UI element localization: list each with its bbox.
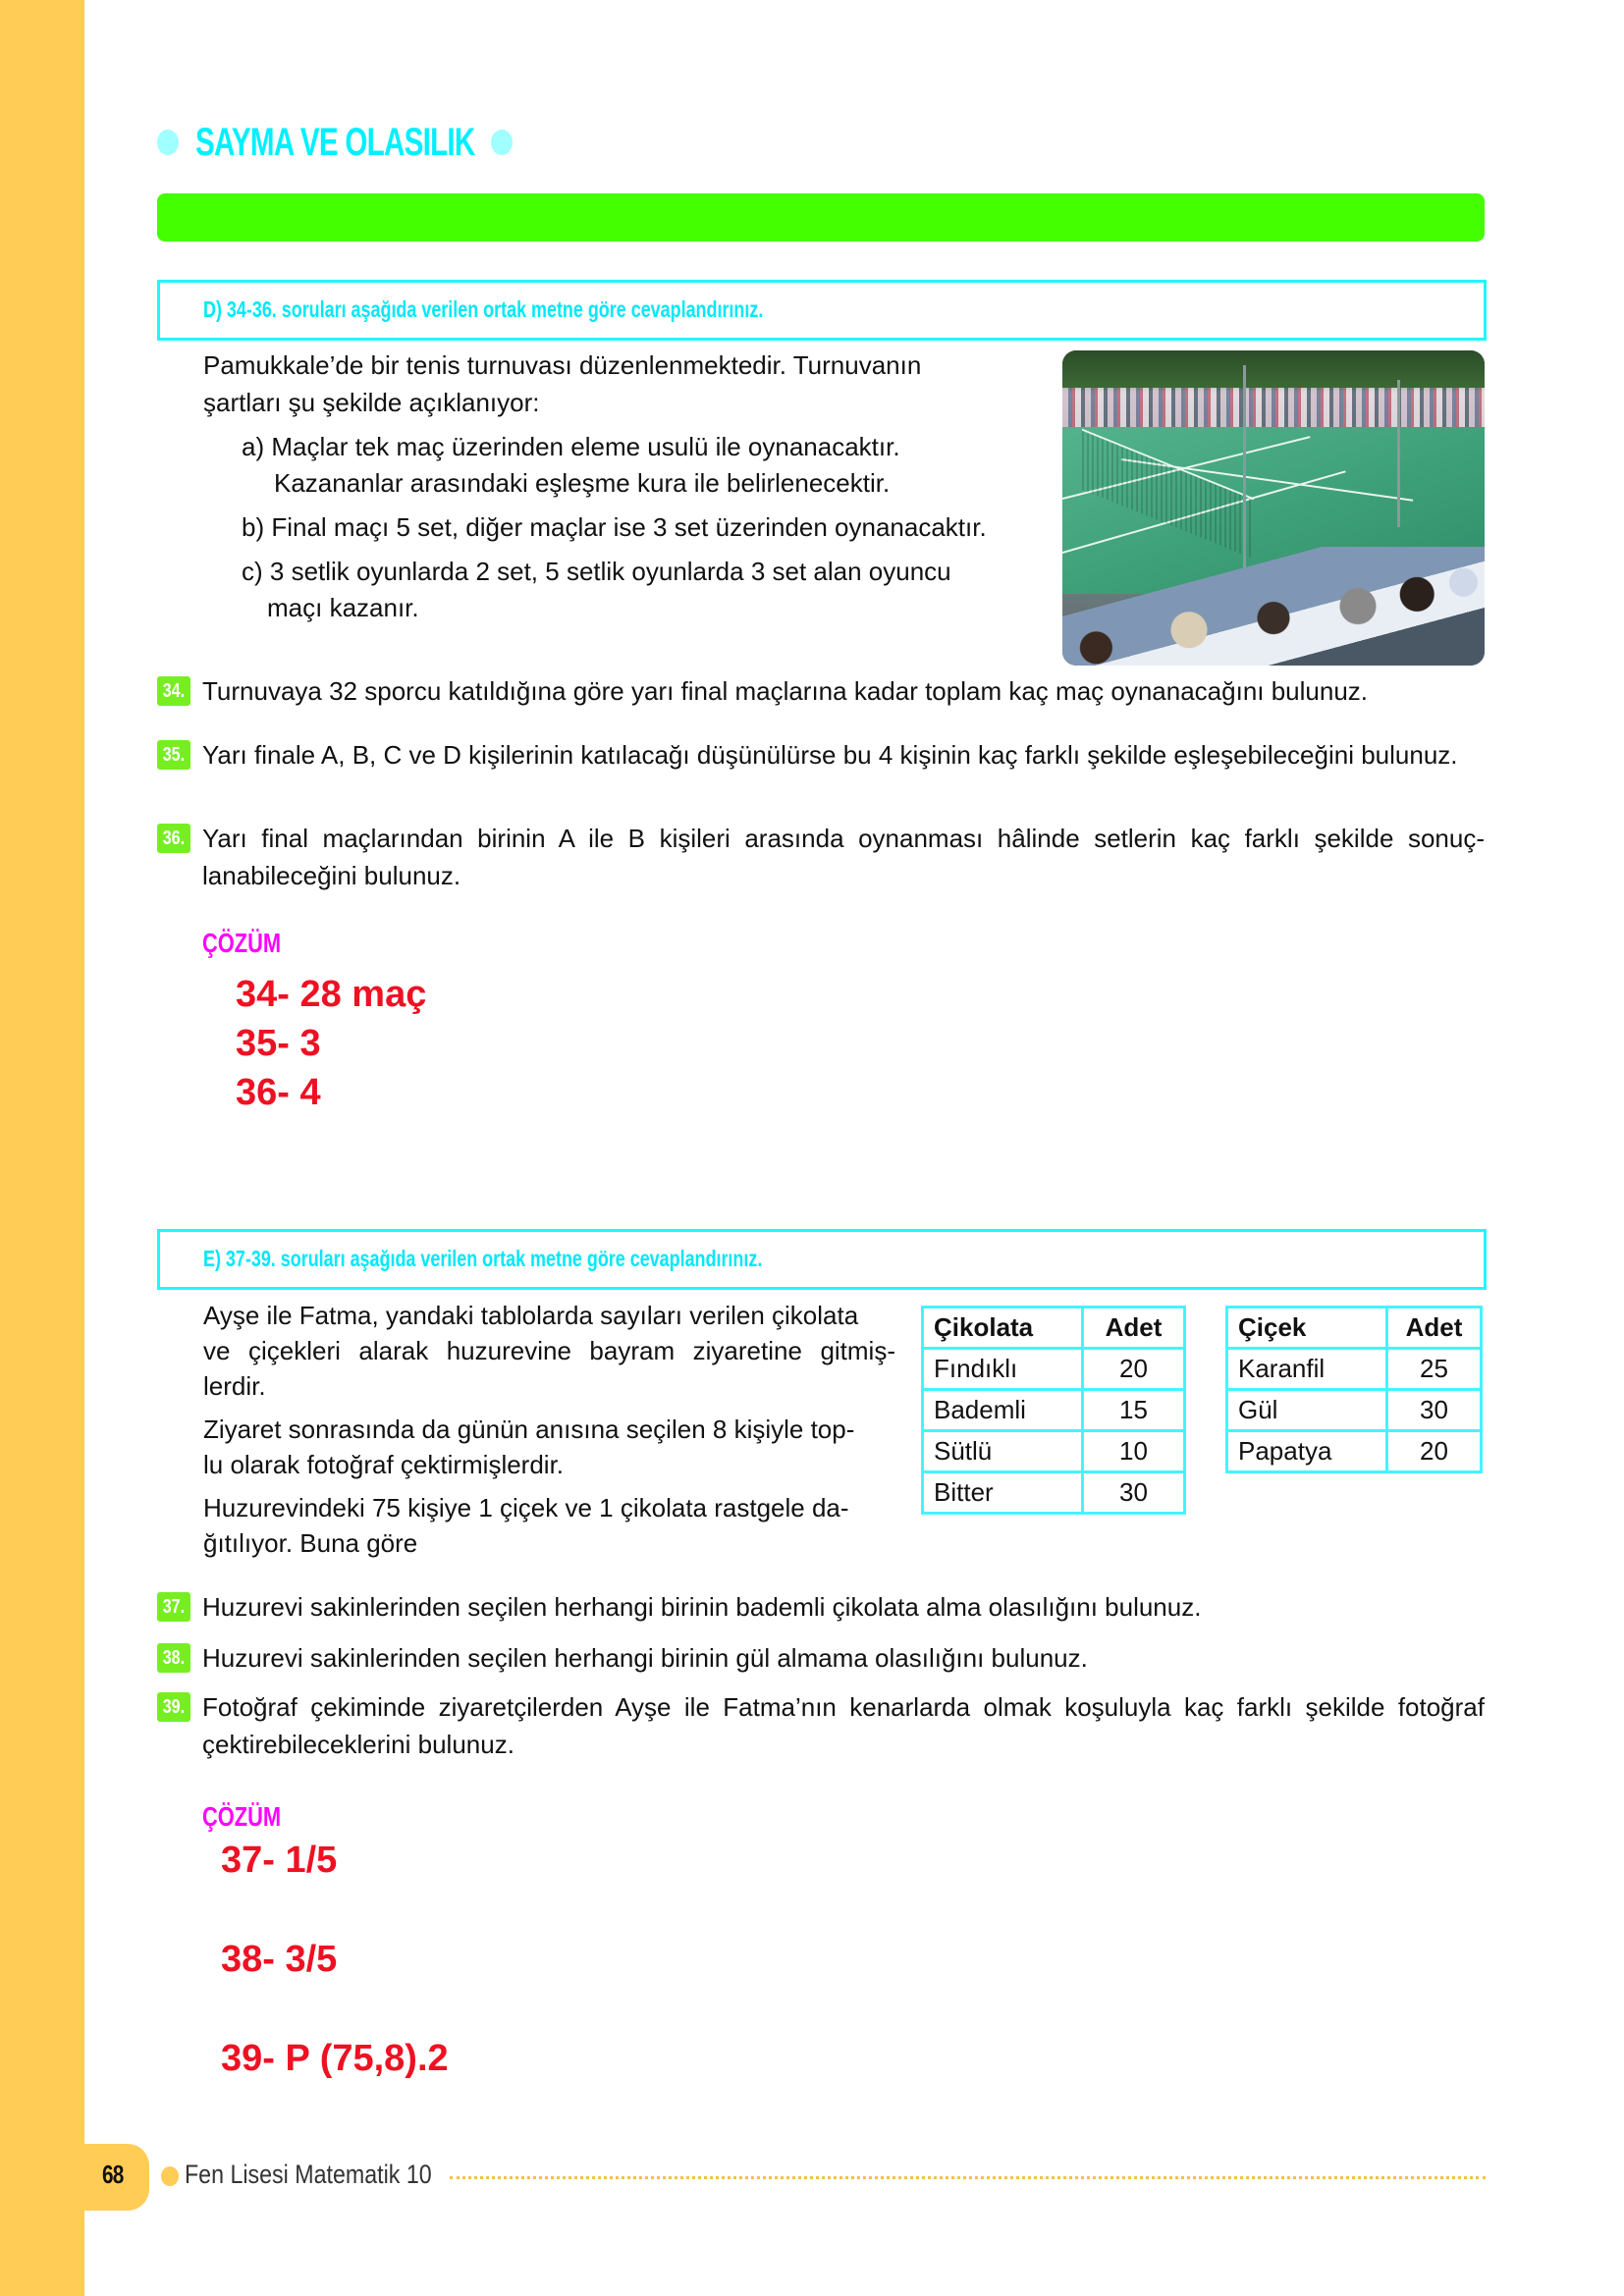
chapter-title-text: SAYMA VE OLASILIK: [194, 120, 475, 164]
para2-line-1: Ziyaret sonrasında da günün anısına seçilen 8 kişiyle top-: [203, 1415, 855, 1444]
question-text: Turnuvaya 32 sporcu katıldığına göre yarı final maçlarına kadar toplam kaç maç oynanacağını bulunuz.: [202, 676, 1369, 706]
table-row: [1227, 1349, 1482, 1390]
para2-line-2: lu olarak fotoğraf çektirmişlerdir.: [203, 1450, 565, 1479]
book-title: Fen Lisesi Matematik 10: [185, 2160, 432, 2189]
question-39: [157, 1688, 1485, 1767]
answer-39: 39- P (75,8).2: [221, 2038, 449, 2079]
table-cell: Fındıklı: [923, 1349, 1083, 1390]
question-text: Huzurevi sakinlerinden seçilen herhangi birinin gül almama olasılığını bulunuz.: [202, 1643, 1088, 1673]
title-bullet-left-icon: [157, 130, 179, 155]
question-number-badge: 35.: [157, 740, 190, 770]
header-green-bar: [157, 193, 1485, 241]
table-cell: 20: [1083, 1349, 1185, 1390]
table-row: [923, 1472, 1185, 1514]
table-cell: 25: [1387, 1349, 1482, 1390]
intro-line-2: şartları şu şekilde açıklanıyor:: [203, 388, 540, 417]
table-cell: 30: [1083, 1472, 1185, 1514]
solution-label-d: ÇÖZÜM: [202, 928, 282, 958]
table-row: [923, 1390, 1185, 1431]
section-e-instruction-box: [157, 1229, 1487, 1290]
title-bullet-right-icon: [491, 130, 513, 155]
question-number-badge: 39.: [157, 1692, 190, 1722]
left-margin-strip: [0, 0, 84, 2296]
table-cell: Papatya: [1227, 1431, 1387, 1472]
table-cell: 20: [1387, 1431, 1482, 1472]
para1-line-3: lerdir.: [203, 1371, 266, 1401]
tennis-court-photo: [1062, 350, 1485, 666]
table-row: [1227, 1390, 1482, 1431]
question-34: [157, 672, 1485, 712]
question-text: Yarı final maçlarından birinin A ile B kişileri arasında oynanması hâlinde setlerin kaç farklı şekilde sonuç-lanabileceğini bulunuz.: [202, 824, 1485, 890]
table-cell: Bitter: [923, 1472, 1083, 1514]
para3-line-1: Huzurevindeki 75 kişiye 1 çiçek ve 1 çikolata rastgele da-: [203, 1493, 849, 1522]
section-e-instruction: E) 37-39. soruları aşağıda verilen ortak metne göre cevaplandırınız.: [203, 1246, 763, 1271]
table-header-row: [1227, 1308, 1482, 1349]
table-cell: 30: [1387, 1390, 1482, 1431]
rule-c-line-1: c) 3 setlik oyunlarda 2 set, 5 setlik oyunlarda 3 set alan oyuncu: [242, 557, 951, 586]
chocolate-table: [921, 1306, 1186, 1515]
table-cell: Karanfil: [1227, 1349, 1387, 1390]
rule-a-line-2: Kazananlar arasındaki eşleşme kura ile belirlenecektir.: [274, 468, 891, 498]
table-row: [1227, 1431, 1482, 1472]
question-text: Fotoğraf çekiminde ziyaretçilerden Ayşe ile Fatma’nın kenarlarda olmak koşuluyla kaç farklı şekilde fotoğraf çektirebileceklerini bulunuz.: [202, 1692, 1485, 1759]
para1-line-1: Ayşe ile Fatma, yandaki tablolarda sayıları verilen çikolata: [203, 1301, 859, 1330]
table-cell: Sütlü: [923, 1431, 1083, 1472]
section-d-instruction: D) 34-36. soruları aşağıda verilen ortak metne göre cevaplandırınız.: [203, 296, 764, 322]
flower-table: [1225, 1306, 1483, 1473]
table-header-row: [923, 1308, 1185, 1349]
table-cell: Bademli: [923, 1390, 1083, 1431]
chapter-title: [157, 118, 513, 167]
page-number: 68: [102, 2160, 124, 2189]
para1-line-2: ve çiçekleri alarak huzurevine bayram ziyaretine gitmiş-: [203, 1336, 895, 1365]
column-header: Çiçek: [1227, 1308, 1387, 1349]
answer-34: 34- 28 maç: [236, 974, 427, 1015]
footer-bullet-icon: [161, 2166, 179, 2186]
question-36: [157, 820, 1485, 898]
para3-line-2: ğıtılıyor. Buna göre: [203, 1528, 418, 1558]
table-cell: 10: [1083, 1431, 1185, 1472]
column-header: Adet: [1387, 1308, 1482, 1349]
rule-b-line-1: b) Final maçı 5 set, diğer maçlar ise 3 set üzerinden oynanacaktır.: [242, 512, 987, 542]
answer-35: 35- 3: [236, 1023, 321, 1064]
question-number-badge: 34.: [157, 676, 190, 706]
answer-36: 36- 4: [236, 1072, 321, 1113]
section-d-instruction-box: [157, 280, 1487, 341]
question-number-badge: 38.: [157, 1643, 190, 1673]
question-text: Yarı finale A, B, C ve D kişilerinin katılacağı düşünülürse bu 4 kişinin kaç farklı şekilde eşleşebileceğini bulunuz.: [202, 740, 1458, 770]
rule-a-line-1: a) Maçlar tek maç üzerinden eleme usulü ile oynanacaktır.: [242, 432, 900, 461]
page-number-tab: [0, 2144, 149, 2211]
answer-38: 38- 3/5: [221, 1939, 338, 1980]
table-row: [923, 1349, 1185, 1390]
question-number-badge: 36.: [157, 824, 190, 853]
question-number-badge: 37.: [157, 1592, 190, 1622]
column-header: Çikolata: [923, 1308, 1083, 1349]
column-header: Adet: [1083, 1308, 1185, 1349]
question-38: [157, 1639, 1485, 1679]
intro-line-1: Pamukkale’de bir tenis turnuvası düzenlenmektedir. Turnuvanın: [203, 350, 922, 380]
question-text: Huzurevi sakinlerinden seçilen herhangi birinin bademli çikolata alma olasılığını bulunuz.: [202, 1592, 1202, 1622]
footer-dotted-rule: [450, 2176, 1486, 2179]
table-row: [923, 1431, 1185, 1472]
solution-label-e: ÇÖZÜM: [202, 1801, 282, 1832]
answer-37: 37- 1/5: [221, 1840, 338, 1881]
question-35: [157, 736, 1485, 815]
question-37: [157, 1588, 1485, 1628]
table-cell: 15: [1083, 1390, 1185, 1431]
rule-c-line-2: maçı kazanır.: [267, 593, 419, 622]
table-cell: Gül: [1227, 1390, 1387, 1431]
